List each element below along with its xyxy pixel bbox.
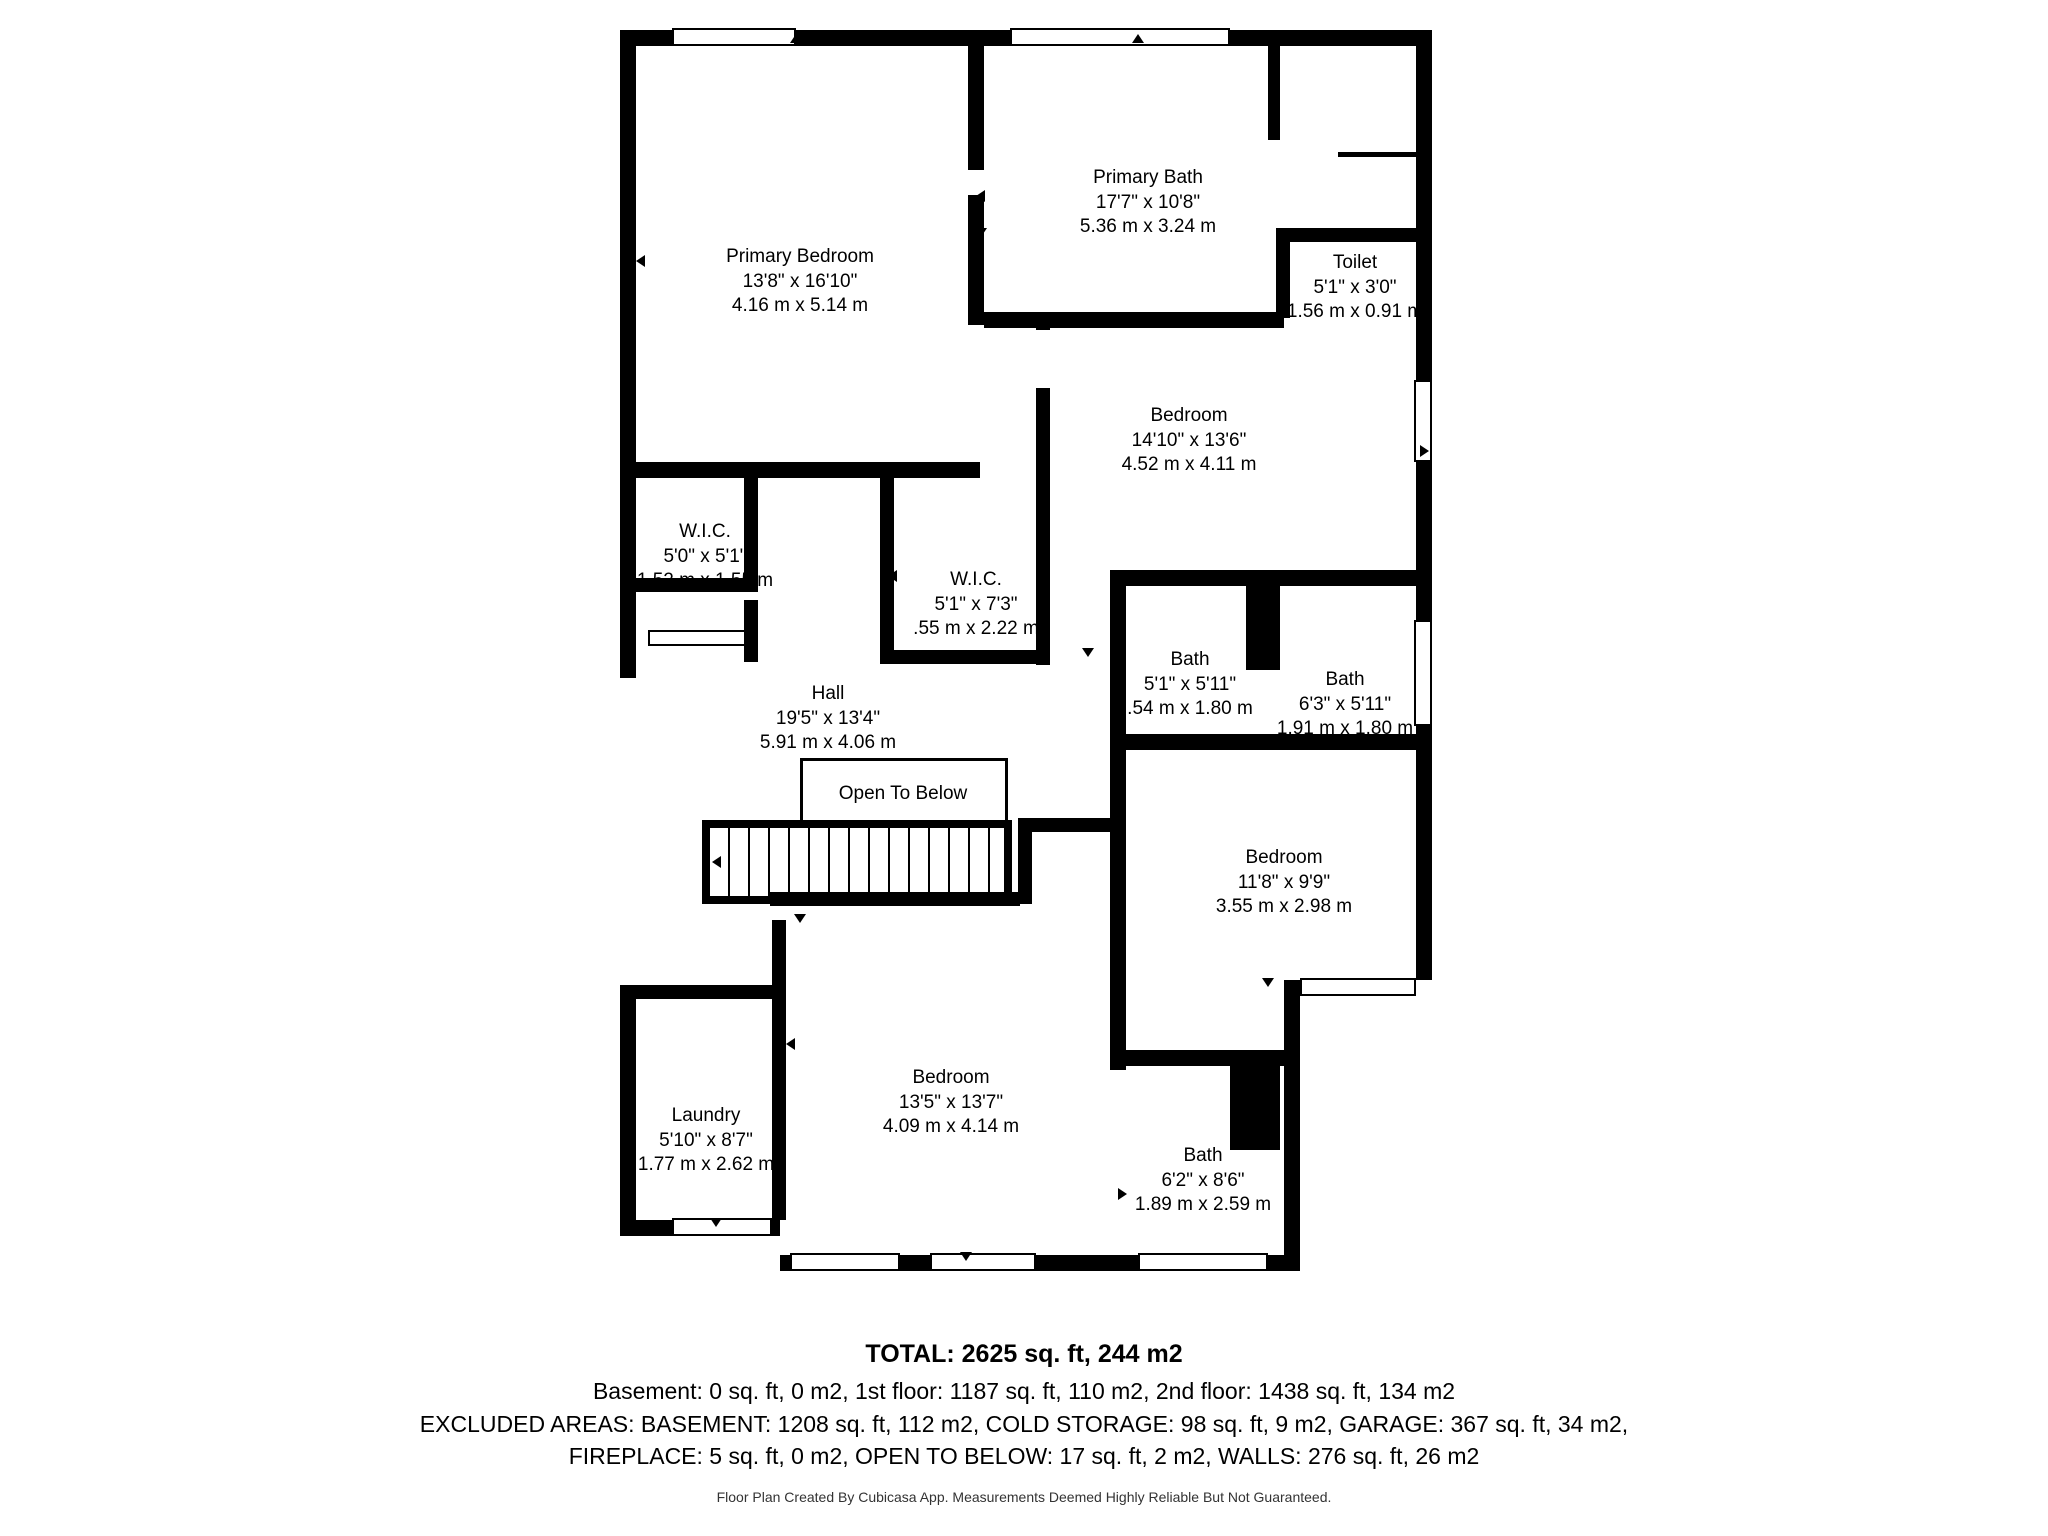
line-shelf — [1338, 152, 1416, 157]
stair-step — [968, 828, 970, 896]
door-arrow — [1082, 648, 1094, 657]
total-area: TOTAL: 2625 sq. ft, 244 m2 — [865, 1340, 1183, 1368]
room-dim-m: 1.52 m x 1.55 m — [636, 570, 774, 592]
floor-plan-summary — [0, 1340, 2048, 1505]
room-dim-ft: 17'7" x 10'8" — [1095, 191, 1201, 213]
room-label-wic-1 — [637, 520, 773, 594]
room-label-bath-mid-left — [1127, 648, 1253, 722]
door-arrow — [1114, 860, 1123, 872]
stair-step — [788, 828, 790, 896]
window-bath-br-bottom — [1138, 1253, 1268, 1271]
window-top-right — [1010, 28, 1230, 46]
room-dim-m: 4.52 m x 4.11 m — [1121, 454, 1257, 476]
room-dim-m: 5.91 m x 4.06 m — [759, 732, 897, 754]
wall-hall-bottom — [770, 892, 1020, 906]
floor-breakdown: Basement: 0 sq. ft, 0 m2, 1st floor: 1187 sq. ft, 110 m2, 2nd floor: 1438 sq. ft, 134 m2 — [592, 1378, 1456, 1404]
room-dim-m: 1.89 m x 2.59 m — [1134, 1194, 1272, 1216]
room-name: Laundry — [671, 1105, 741, 1126]
room-label-bedroom-top-right — [1122, 404, 1257, 478]
room-dim-ft: 6'2" x 8'6" — [1161, 1169, 1245, 1191]
stair-step — [888, 828, 890, 896]
stair-step — [828, 828, 830, 896]
stair-step — [928, 828, 930, 896]
stair-step — [908, 828, 910, 896]
window-bedroom-b-bottom-2 — [930, 1253, 1036, 1271]
room-dim-ft: 14'10" x 13'6" — [1131, 429, 1247, 451]
wall-primary-divider-vert — [968, 30, 984, 170]
window-bedroom-mr-right — [1414, 620, 1432, 726]
wall-left-upper — [620, 30, 636, 678]
room-label-bedroom-bottom — [883, 1066, 1019, 1140]
room-label-bath-bottom-right — [1135, 1144, 1271, 1218]
room-dim-ft: 5'1" x 3'0" — [1313, 276, 1397, 298]
door-arrow — [1420, 445, 1429, 457]
room-name: Bath — [1170, 649, 1210, 670]
door-arrow — [1086, 312, 1098, 321]
door-arrow — [968, 237, 977, 249]
room-label-primary-bedroom — [726, 245, 874, 319]
room-dim-ft: 5'1" x 7'3" — [934, 593, 1018, 615]
excluded-areas-line-2: FIREPLACE: 5 sq. ft, 0 m2, OPEN TO BELOW: 17 sq. ft, 2 m2, WALLS: 276 sq. ft, 26 m2 — [568, 1443, 1480, 1470]
window-laundry-bottom — [672, 1218, 772, 1236]
room-label-hall — [760, 682, 896, 756]
wall-laundry-top — [636, 985, 786, 999]
door-arrow — [1040, 448, 1049, 460]
stair-step — [848, 828, 850, 896]
wall-wic2-bottom — [880, 650, 1050, 664]
wall-bath-br-tub — [1230, 1060, 1280, 1150]
room-label-wic-2 — [913, 568, 1039, 642]
wall-primary-bedroom-bottom — [636, 462, 980, 478]
window-wic1-bottom — [648, 630, 758, 646]
room-name: W.I.C. — [679, 521, 731, 542]
room-dim-m: .54 m x 1.80 m — [1127, 698, 1253, 720]
credit-text: Floor Plan Created By Cubicasa App. Measurements Deemed Highly Reliable But Not Guaranteed. — [716, 1488, 1332, 1505]
door-arrow — [975, 228, 987, 237]
room-dim-m: 4.09 m x 4.14 m — [882, 1116, 1020, 1138]
open-to-below-label: Open To Below — [838, 783, 968, 804]
room-name: Bedroom — [1150, 405, 1228, 426]
stair-step — [988, 828, 990, 896]
room-dim-ft: 5'1" x 5'11" — [1143, 673, 1237, 695]
room-label-primary-bath — [1080, 166, 1216, 240]
room-label-bedroom-mid-right — [1216, 846, 1352, 920]
door-arrow — [1132, 34, 1144, 43]
wall-bath-mid-bottom — [1110, 734, 1280, 750]
room-dim-m: 1.77 m x 2.62 m — [637, 1154, 775, 1176]
room-dim-m: 4.16 m x 5.14 m — [731, 295, 869, 317]
stairs-tread-area — [710, 828, 1004, 896]
room-dim-m: 1.91 m x 1.80 m — [1276, 718, 1414, 740]
room-name: Bath — [1183, 1145, 1223, 1166]
room-dim-m: .55 m x 2.22 m — [913, 618, 1039, 640]
room-dim-ft: 11'8" x 9'9" — [1237, 871, 1331, 893]
wall-hall-left-stub — [744, 600, 758, 662]
door-arrow — [960, 896, 972, 905]
stair-step — [868, 828, 870, 896]
room-dim-ft: 5'0" x 5'1" — [663, 545, 747, 567]
wall-otb-right — [1018, 818, 1126, 832]
door-arrow — [1118, 1188, 1127, 1200]
door-arrow — [1262, 978, 1274, 987]
room-dim-m: 3.55 m x 2.98 m — [1215, 896, 1353, 918]
wall-right-lower — [1284, 980, 1300, 1270]
door-arrow — [1420, 190, 1429, 202]
wall-toilet-top — [1276, 228, 1416, 242]
room-dim-ft: 19'5" x 13'4" — [775, 707, 881, 729]
wall-primary-divider-vert2 — [968, 195, 984, 325]
window-bedroom-mr-bottom — [1300, 978, 1416, 996]
room-dim-ft: 13'8" x 16'10" — [742, 270, 858, 292]
wall-primary-bath-bottom — [984, 312, 1284, 328]
room-label-bath-mid-right — [1277, 668, 1413, 742]
room-name: Bath — [1325, 669, 1365, 690]
stairs-direction-arrow — [712, 856, 721, 868]
window-top-left — [672, 28, 796, 46]
room-name: Toilet — [1332, 252, 1378, 273]
excluded-areas-line-1: EXCLUDED AREAS: BASEMENT: 1208 sq. ft, 112 m2, COLD STORAGE: 98 sq. ft, 9 m2, GARAGE: 367 sq. ft, 34 m2, — [419, 1410, 1629, 1437]
wall-left-lower — [620, 985, 636, 1235]
room-name: Hall — [811, 683, 845, 704]
stair-step — [948, 828, 950, 896]
room-label-toilet — [1287, 251, 1423, 325]
stair-step — [728, 828, 730, 896]
room-name: Bedroom — [1245, 847, 1323, 868]
room-dim-m: 1.56 m x 0.91 m — [1286, 301, 1424, 323]
door-arrow — [636, 255, 645, 267]
room-dim-ft: 5'10" x 8'7" — [659, 1129, 753, 1151]
room-dim-ft: 13'5" x 13'7" — [898, 1091, 1004, 1113]
room-dim-m: 5.36 m x 3.24 m — [1079, 216, 1217, 238]
door-arrow — [794, 914, 806, 923]
stair-step — [768, 828, 770, 896]
window-bedroom-b-bottom-1 — [790, 1253, 900, 1271]
wall-primary-bath-closet — [1268, 30, 1280, 140]
door-arrow — [888, 570, 897, 582]
stair-step — [808, 828, 810, 896]
room-dim-ft: 6'3" x 5'11" — [1298, 693, 1392, 715]
door-arrow — [790, 464, 802, 473]
room-label-laundry — [638, 1104, 774, 1178]
door-arrow — [960, 1252, 972, 1261]
room-name: Bedroom — [912, 1067, 990, 1088]
room-name: Primary Bedroom — [726, 246, 874, 267]
stair-step — [748, 828, 750, 896]
door-arrow — [976, 190, 985, 202]
door-arrow — [1114, 728, 1123, 740]
door-arrow — [1340, 572, 1352, 581]
wall-hall-right-upper — [1110, 750, 1126, 1070]
wall-wic2-left — [880, 462, 894, 664]
door-arrow — [786, 1038, 795, 1050]
door-arrow — [1186, 572, 1198, 581]
fill-wic2-door — [1036, 330, 1050, 388]
room-name: Primary Bath — [1093, 167, 1203, 188]
wall-bath-mid-left — [1110, 570, 1126, 750]
door-arrow — [710, 1218, 722, 1227]
room-name: W.I.C. — [950, 569, 1002, 590]
door-arrow — [1288, 1180, 1297, 1192]
door-arrow — [790, 34, 802, 43]
